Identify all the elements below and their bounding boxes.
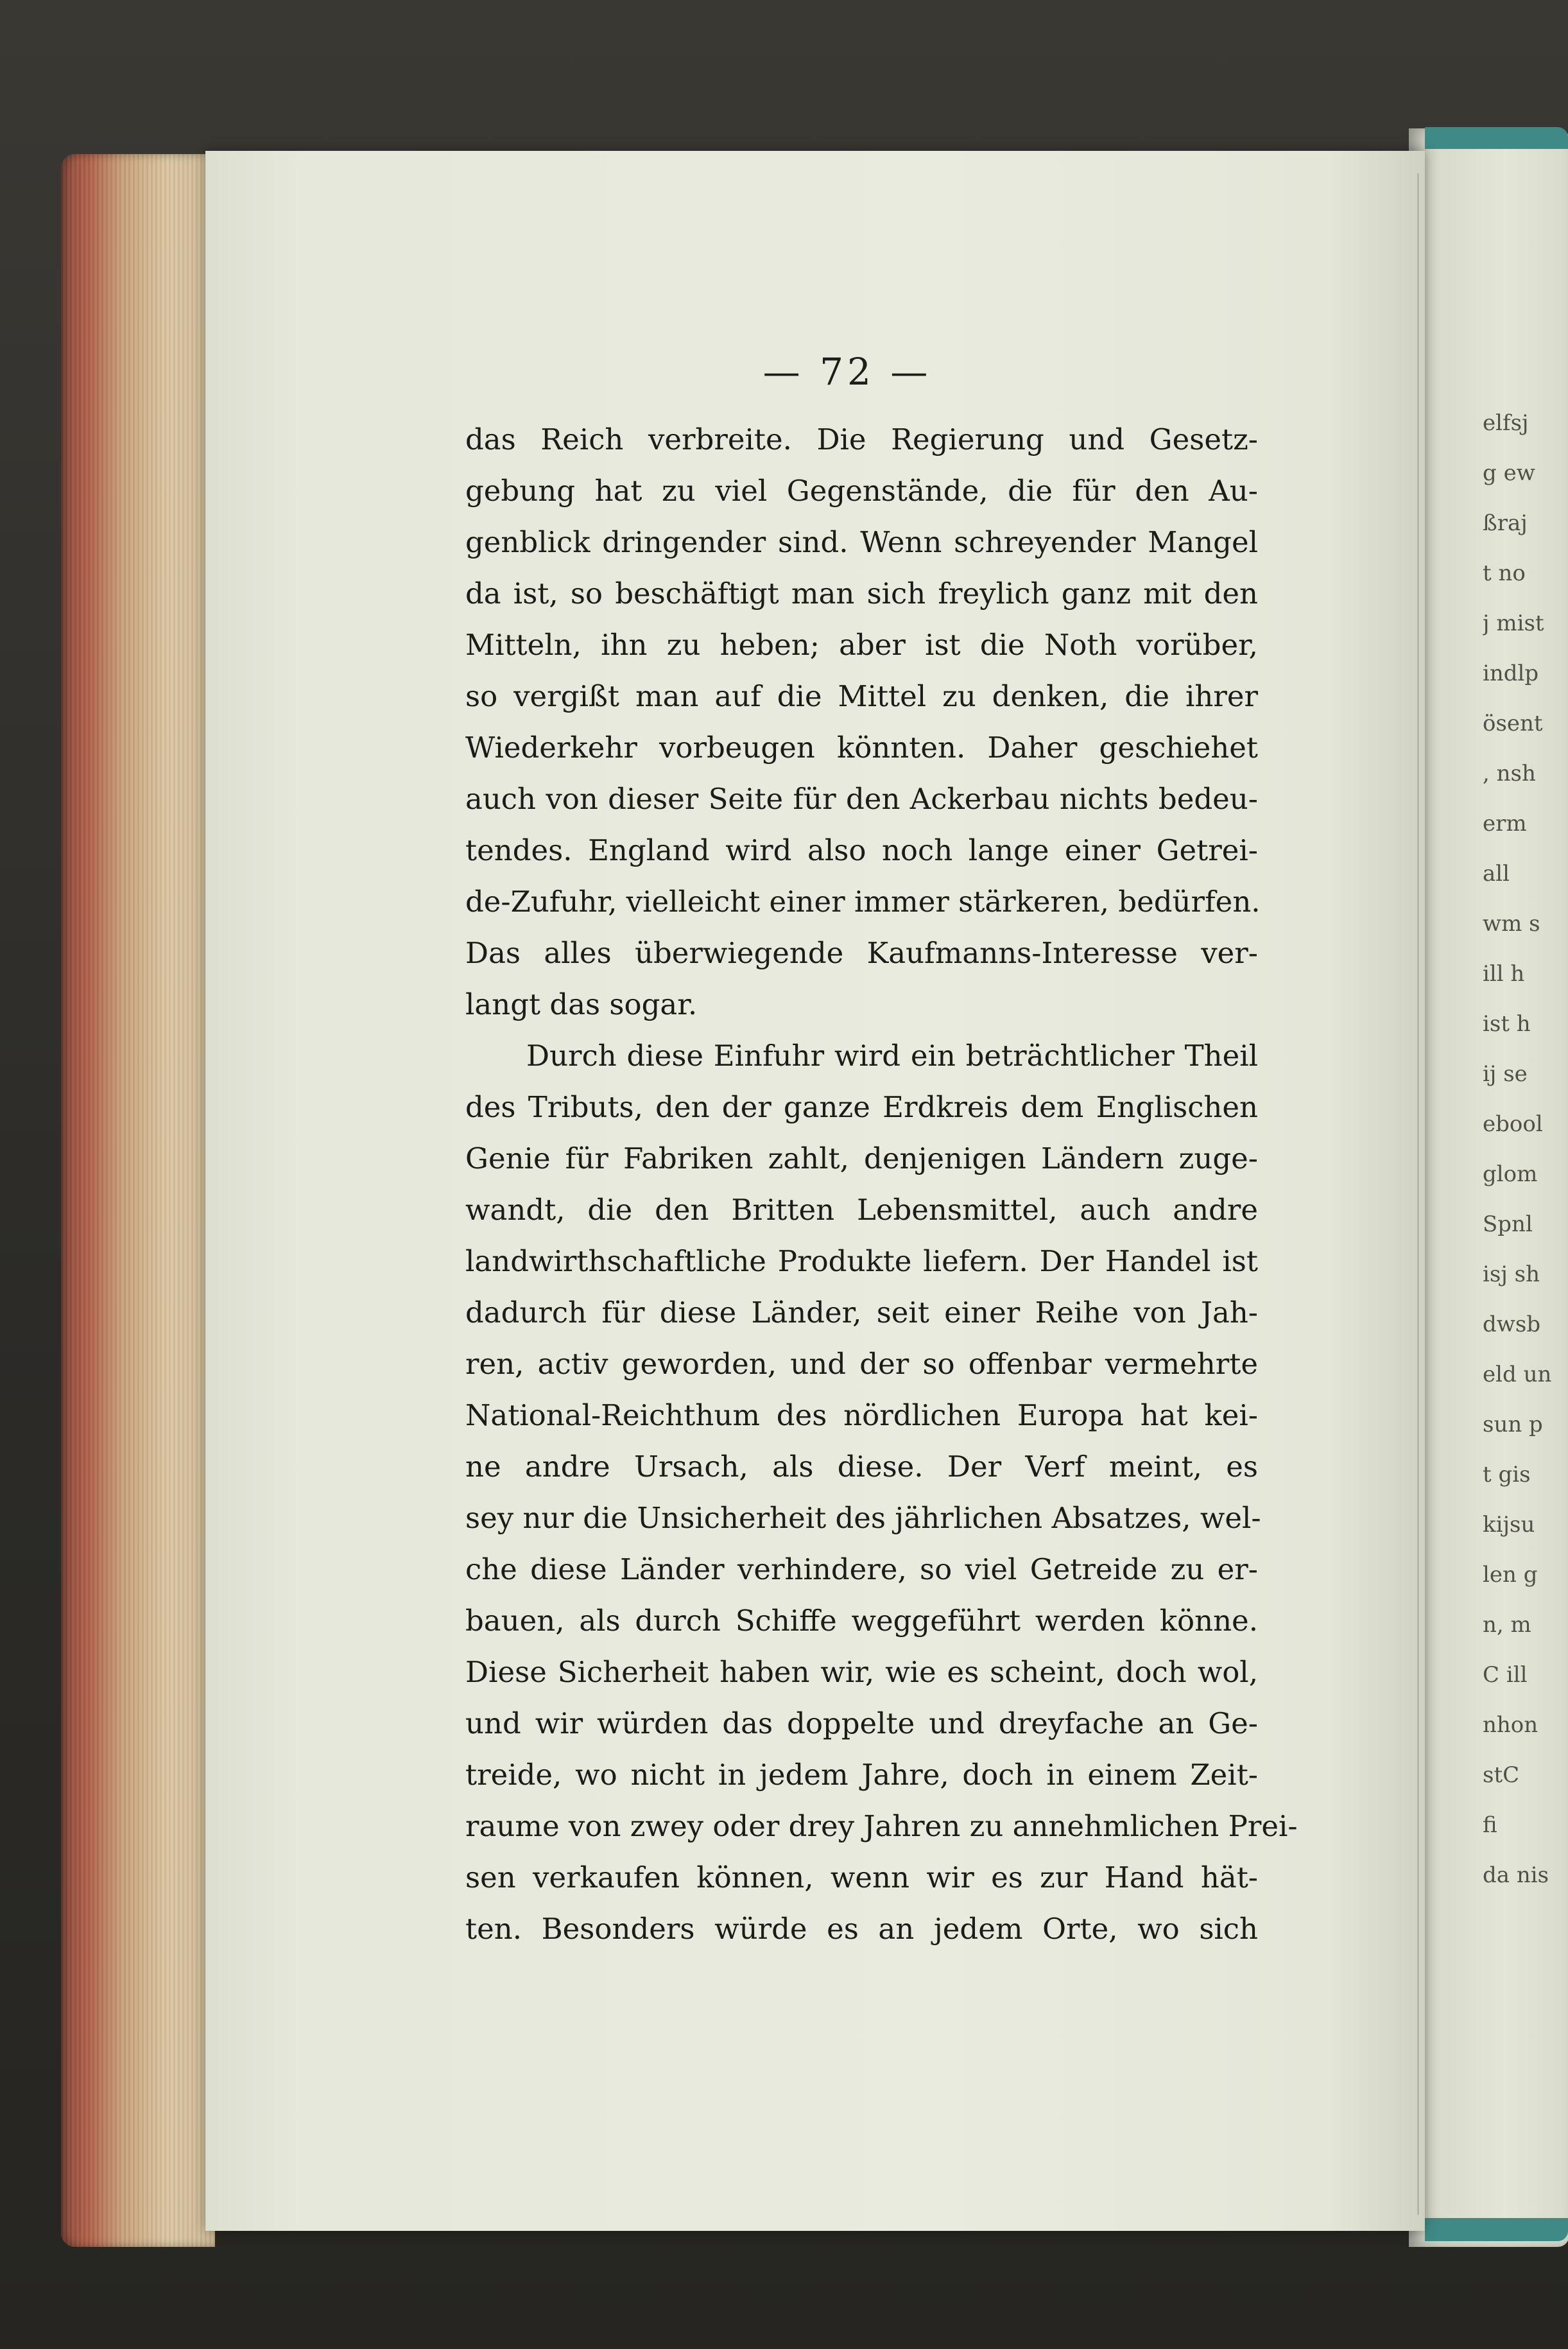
opposite-fragment: ebool [1483,1111,1543,1137]
opposite-fragment: ill h [1483,961,1525,987]
text-line: Durch diese Einfuhr wird ein beträchtlicher Theil [526,1039,1258,1073]
text-line: langt das sogar. [465,987,698,1021]
opposite-fragment: eld un [1483,1362,1552,1387]
text-line: ren, activ geworden, und der so offenbar vermehrte [465,1347,1258,1381]
text-line: des Tributs, den der ganze Erdkreis dem Englischen [465,1090,1258,1124]
text-line: landwirthschaftliche Produkte liefern. Der Handel ist [465,1244,1258,1278]
text-line: National-Reichthum des nördlichen Europa hat kei- [465,1398,1258,1432]
text-line: sey nur die Unsicherheit des jährlichen Absatzes, wel- [465,1501,1261,1535]
text-line: genblick dringender sind. Wenn schreyender Mangel [465,525,1258,559]
text-line: gebung hat zu viel Gegenstände, die für den Au- [465,474,1258,508]
opposite-fragment: stC [1483,1762,1520,1788]
opposite-fragment: kijsu [1483,1512,1535,1538]
opposite-fragment: ßraj [1483,510,1528,536]
cover-edge-bottom [1425,2218,1568,2241]
text-line: tendes. England wird also noch lange einer Getrei- [465,833,1258,867]
text-line: raume von zwey oder drey Jahren zu annehmlichen Prei- [465,1809,1298,1843]
opposite-fragment: isj sh [1483,1261,1540,1287]
opposite-fragment: elfsj [1483,410,1529,436]
text-line: Diese Sicherheit haben wir, wie es scheint, doch wol, [465,1655,1258,1689]
text-line: dadurch für diese Länder, seit einer Reihe von Jah- [465,1296,1258,1330]
text-line: das Reich verbreite. Die Regierung und Gesetz- [465,422,1258,456]
opposite-fragment: fi [1483,1812,1497,1838]
text-line: de-Zufuhr, vielleicht einer immer stärkeren, bedürfen. [465,885,1261,919]
text-line: ne andre Ursach, als diese. Der Verf meint, es [465,1450,1258,1484]
opposite-fragment: len g [1483,1562,1538,1588]
opposite-fragment: all [1483,861,1510,887]
text-line: che diese Länder verhindere, so viel Getreide zu er- [465,1552,1258,1586]
text-line: so vergißt man auf die Mittel zu denken, die ihrer [465,679,1258,713]
opposite-fragment: ösent [1483,711,1543,736]
page-body-text [465,414,1298,1955]
opposite-page-text [1483,398,1566,1900]
text-line: bauen, als durch Schiffe weggeführt werden könne. [465,1604,1258,1638]
cover-edge-top [1425,127,1568,149]
left-page-edges [61,154,215,2247]
opposite-fragment: Spnl [1483,1211,1533,1237]
opposite-fragment: da nis [1483,1862,1549,1888]
opposite-fragment: indlp [1483,661,1539,686]
text-line: da ist, so beschäftigt man sich freylich ganz mit den [465,576,1258,611]
opposite-fragment: n, m [1483,1612,1531,1638]
opposite-fragment: dwsb [1483,1312,1541,1337]
opposite-fragment: g ew [1483,460,1535,486]
opposite-fragment: , nsh [1483,761,1536,786]
opposite-fragment: t no [1483,560,1526,586]
opposite-fragment: C ill [1483,1662,1528,1688]
opposite-fragment: sun p [1483,1412,1543,1437]
opposite-fragment: erm [1483,811,1527,836]
opposite-fragment: wm s [1483,911,1540,937]
opposite-fragment: ist h [1483,1011,1531,1037]
text-line: und wir würden das doppelte und dreyfache an Ge- [465,1706,1258,1740]
opposite-fragment: t gis [1483,1462,1531,1487]
text-line: Wiederkehr vorbeugen könnten. Daher geschiehet [465,731,1258,765]
text-line: Das alles überwiegende Kaufmanns-Interesse ver- [465,936,1258,970]
text-line: auch von dieser Seite für den Ackerbau nichts bedeu- [465,782,1258,816]
opposite-fragment: j mist [1483,611,1544,636]
page-number: — 72 — [762,350,932,394]
text-line: sen verkaufen können, wenn wir es zur Hand hät- [465,1860,1258,1894]
opposite-fragment: glom [1483,1161,1538,1187]
text-line: wandt, die den Britten Lebensmittel, auch andre [465,1193,1258,1227]
page-gutter [1417,173,1419,2215]
text-line: treide, wo nicht in jedem Jahre, doch in einem Zeit- [465,1758,1258,1792]
text-line: Genie für Fabriken zahlt, denjenigen Ländern zuge- [465,1141,1258,1175]
text-line: ten. Besonders würde es an jedem Orte, wo sich [465,1912,1258,1946]
opposite-fragment: nhon [1483,1712,1538,1738]
opposite-fragment: ij se [1483,1061,1528,1087]
text-line: Mitteln, ihn zu heben; aber ist die Noth vorüber, [465,628,1258,662]
